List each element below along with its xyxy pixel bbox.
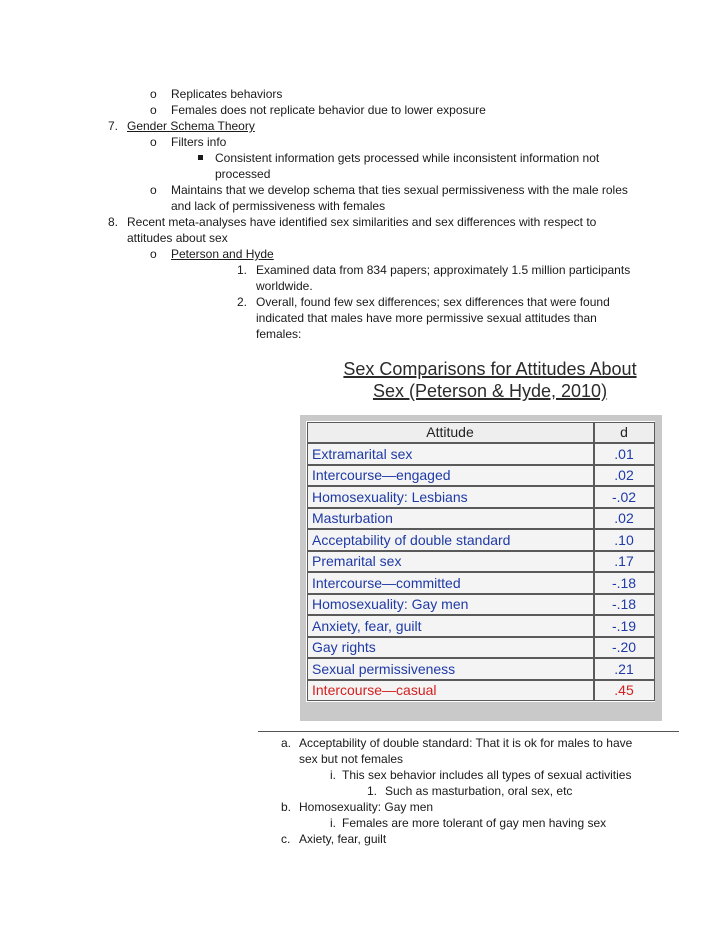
attitude-cell: Anxiety, fear, guilt [307,615,594,637]
item-number: 7. [108,119,119,133]
attitude-cell: Intercourse—engaged [307,465,594,487]
note-label: b. [281,800,292,814]
attitude-cell: Intercourse—casual [307,680,594,702]
note-text: Females are more tolerant of gay men having sex [342,816,607,830]
note-text: Homosexuality: Gay men [299,800,434,814]
attitude-cell: Extramarital sex [307,443,594,465]
study-name: Peterson and Hyde [171,247,274,261]
note-text: sex but not females [299,752,404,766]
table-row [307,637,655,659]
attitude-cell: Premarital sex [307,551,594,573]
attitude-cell: Homosexuality: Lesbians [307,486,594,508]
note-text: Axiety, fear, guilt [299,832,387,846]
figure-title-line: Sex (Peterson & Hyde, 2010) [372,381,608,401]
table-row [307,508,655,530]
note-label: 1. [367,784,378,798]
d-cell: .01 [594,443,655,465]
item-number: 1. [237,263,248,277]
table-row-highlighted [307,680,655,702]
attitude-cell: Gay rights [307,637,594,659]
attitude-cell: Sexual permissiveness [307,658,594,680]
outline-text: and lack of permissiveness with females [171,199,386,213]
d-cell: -.02 [594,486,655,508]
table-row [307,465,655,487]
attitude-table [306,421,655,702]
note-text: Acceptability of double standard: That it is ok for males to have [299,736,633,750]
d-cell: .45 [594,680,655,702]
figure-title [300,358,680,380]
table-row [307,572,655,594]
outline-text: Filters info [171,135,227,149]
outline-text: Females does not replicate behavior due to lower exposure [171,103,486,117]
figure-subtitle [300,380,680,402]
table-row [307,443,655,465]
attitude-cell: Intercourse—committed [307,572,594,594]
table-row [307,615,655,637]
item-number: 8. [108,215,119,229]
item-number: 2. [237,295,248,309]
note-label: a. [281,736,292,750]
d-cell: -.18 [594,572,655,594]
divider-line [258,731,679,732]
section-heading: Gender Schema Theory [127,119,255,133]
bullet-circle-icon: o [150,247,157,261]
table-row [307,529,655,551]
outline-text: attitudes about sex [127,231,228,245]
attitude-cell: Acceptability of double standard [307,529,594,551]
outline-text: worldwide. [256,279,313,293]
attitude-cell: Masturbation [307,508,594,530]
column-header-d: d [594,422,655,444]
bullet-circle-icon: o [150,103,157,117]
outline-text: Consistent information gets processed while inconsistent information not [215,151,600,165]
outline-text: Recent meta-analyses have identified sex similarities and sex differences with respect to [127,215,597,229]
table-row [307,594,655,616]
outline-text: females: [256,327,302,341]
note-label: i. [330,768,336,782]
d-cell: .10 [594,529,655,551]
d-cell: -.18 [594,594,655,616]
table-row [307,551,655,573]
table-header-row [307,422,655,444]
note-label: c. [281,832,291,846]
table-row [307,486,655,508]
outline-text: processed [215,167,271,181]
figure-title-line: Sex Comparisons for Attitudes About [343,359,637,379]
note-text: This sex behavior includes all types of sexual activities [342,768,632,782]
outline-text: indicated that males have more permissive sexual attitudes than [256,311,597,325]
outline-text: Overall, found few sex differences; sex differences that were found [256,295,610,309]
outline-text: Examined data from 834 papers; approximately 1.5 million participants [256,263,631,277]
attitude-cell: Homosexuality: Gay men [307,594,594,616]
d-cell: -.19 [594,615,655,637]
bullet-circle-icon: o [150,87,157,101]
bullet-square-icon [198,155,203,160]
d-cell: .02 [594,465,655,487]
note-text: Such as masturbation, oral sex, etc [385,784,573,798]
column-header-attitude: Attitude [307,422,594,444]
d-cell: .21 [594,658,655,680]
d-cell: .02 [594,508,655,530]
table-row [307,658,655,680]
outline-text: Replicates behaviors [171,87,283,101]
bullet-circle-icon: o [150,135,157,149]
outline-text: Maintains that we develop schema that ties sexual permissiveness with the male roles [171,183,628,197]
note-label: i. [330,816,336,830]
d-cell: -.20 [594,637,655,659]
d-cell: .17 [594,551,655,573]
bullet-circle-icon: o [150,183,157,197]
